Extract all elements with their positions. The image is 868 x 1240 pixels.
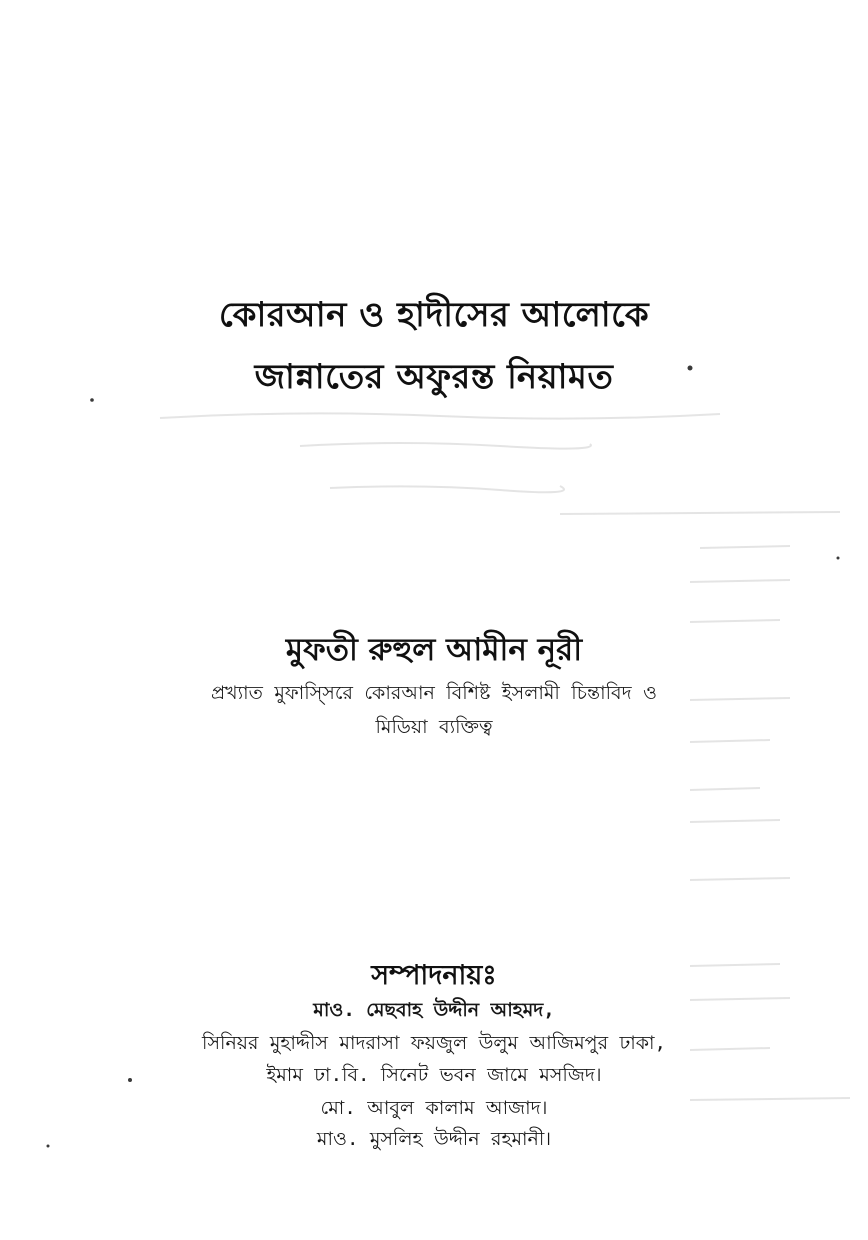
author-description-line-1: প্রখ্যাত মুফাস্সিরে কোরআন বিশিষ্ট ইসলামী চিন্তাবিদ ও xyxy=(210,682,658,704)
editors-heading: সম্পাদনায়ঃ xyxy=(371,960,497,991)
editor-line: মো. আবুল কালাম আজাদ। xyxy=(320,1097,548,1119)
book-title-line-2: জান্নাতের অফুরন্ত নিয়ামত xyxy=(254,357,614,397)
author-name: মুফতী রুহুল আমীন নূরী xyxy=(285,632,583,668)
author-description-line-2: মিডিয়া ব্যক্তিত্ব xyxy=(375,716,493,738)
book-title-line-1: কোরআন ও হাদীসের আলোকে xyxy=(218,295,650,335)
editor-line: ইমাম ঢা.বি. সিনেট ভবন জামে মসজিদ। xyxy=(266,1064,602,1086)
editor-line: মাও. মেছবাহ উদ্দীন আহমদ, xyxy=(313,999,555,1021)
editor-line: সিনিয়র মুহাদ্দীস মাদরাসা ফয়জুল উলুম আজিমপুর ঢাকা, xyxy=(202,1032,666,1054)
editor-line: মাও. মুসলিহ উদ্দীন রহমানী। xyxy=(316,1128,552,1150)
